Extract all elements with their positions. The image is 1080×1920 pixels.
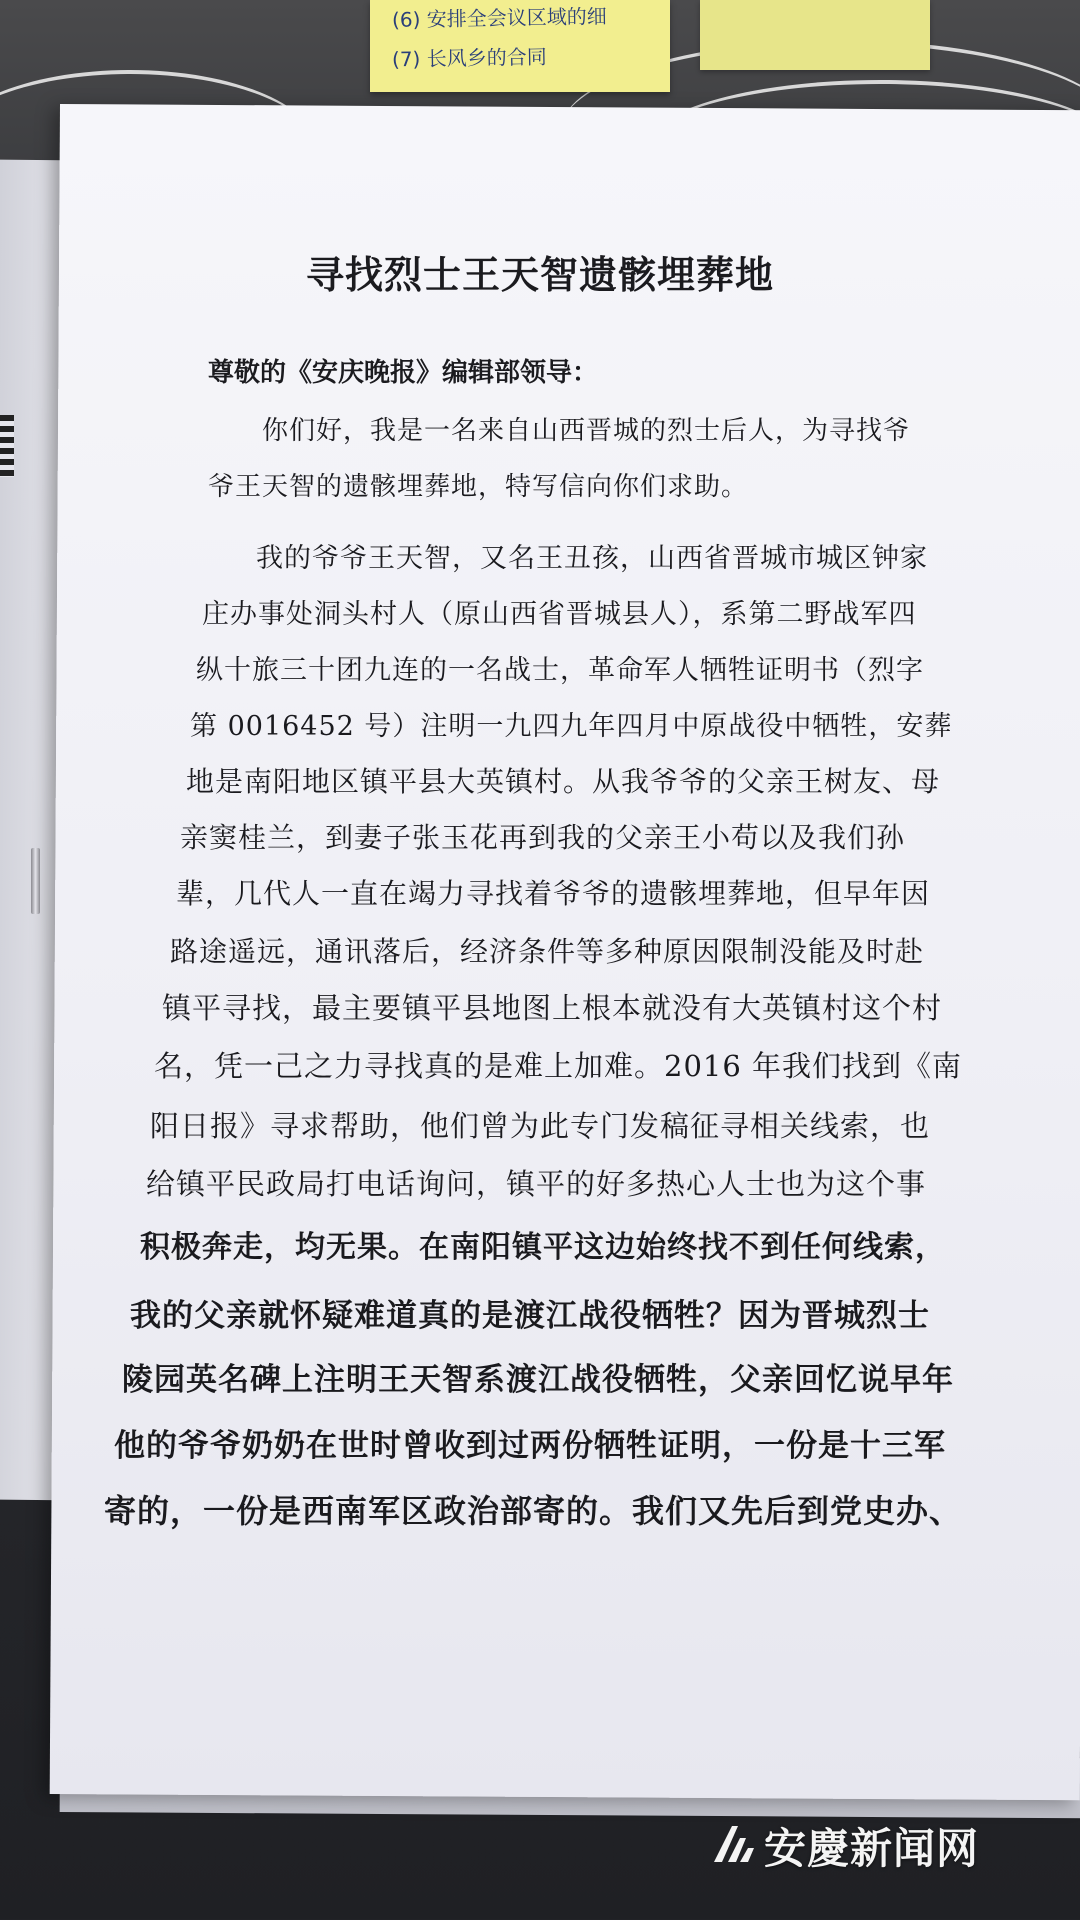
body-line: 亲窦桂兰，到妻子张玉花再到我的父亲王小苟以及我们孙 xyxy=(180,821,906,854)
body-line: 我的爷爷王天智，又名王丑孩，山西省晋城市城区钟家 xyxy=(256,543,928,574)
sticky-note-line: (7) 长风乡的合同 xyxy=(391,44,547,72)
body-line: 镇平寻找，最主要镇平县地图上根本就没有大英镇村这个村 xyxy=(162,991,943,1025)
body-line: 第 0016452 号）注明一九四九年四月中原战役中牺牲，安葬 xyxy=(190,711,953,742)
body-line: 给镇平民政局打电话询问，镇平的好多热心人士也为这个事 xyxy=(146,1167,927,1201)
body-line: 地是南阳地区镇平县大英镇村。从我爷爷的父亲王树友、母 xyxy=(186,765,941,798)
salutation: 尊敬的《安庆晚报》编辑部领导： xyxy=(208,358,599,388)
body-line: 积极奔走，均无果。在南阳镇平这边始终找不到任何线索， xyxy=(140,1230,946,1265)
watermark-brand: 安慶新闻网 xyxy=(764,1824,980,1873)
body-line: 辈，几代人一直在竭力寻找着爷爷的遗骸埋葬地，但早年因 xyxy=(176,877,931,910)
sticky-note xyxy=(370,0,670,92)
body-line: 纵十旅三十团九连的一名战士，革命军人牺牲证明书（烈字 xyxy=(196,655,924,686)
body-line: 路途遥远，通讯落后，经济条件等多种原因限制没能及时赴 xyxy=(170,935,925,968)
document-title: 寻找烈士王天智遗骸埋葬地 xyxy=(305,253,774,297)
body-line: 寄的，一份是西南军区政治部寄的。我们又先后到党史办、 xyxy=(104,1492,963,1530)
sticky-note-line: (6) 安排全会议区域的细 xyxy=(391,4,607,32)
watermark xyxy=(710,1812,1050,1876)
staple xyxy=(31,848,40,914)
body-line: 爷王天智的遗骸埋葬地，特写信向你们求助。 xyxy=(208,472,749,502)
body-line: 他的爷爷奶奶在世时曾收到过两份牺牲证明，一份是十三军 xyxy=(114,1428,946,1464)
body-line: 陵园英名碑上注明王天智系渡江战役牺牲，父亲回忆说早年 xyxy=(122,1362,954,1398)
barcode-marks xyxy=(0,415,14,477)
body-line: 阳日报》寻求帮助，他们曾为此专门发稿征寻相关线索，也 xyxy=(150,1109,931,1143)
anqing-news-logo-icon xyxy=(710,1818,760,1868)
body-line: 我的父亲就怀疑难道真的是渡江战役牺牲？因为晋城烈士 xyxy=(130,1298,930,1334)
body-line: 庄办事处洞头村人（原山西省晋城县人），系第二野战军四 xyxy=(202,599,917,630)
body-line: 名，凭一己之力寻找真的是难上加难。2016 年我们找到《南 xyxy=(154,1049,963,1083)
body-line: 你们好，我是一名来自山西晋城的烈士后人，为寻找爷 xyxy=(262,416,911,446)
sticky-note xyxy=(700,0,930,70)
